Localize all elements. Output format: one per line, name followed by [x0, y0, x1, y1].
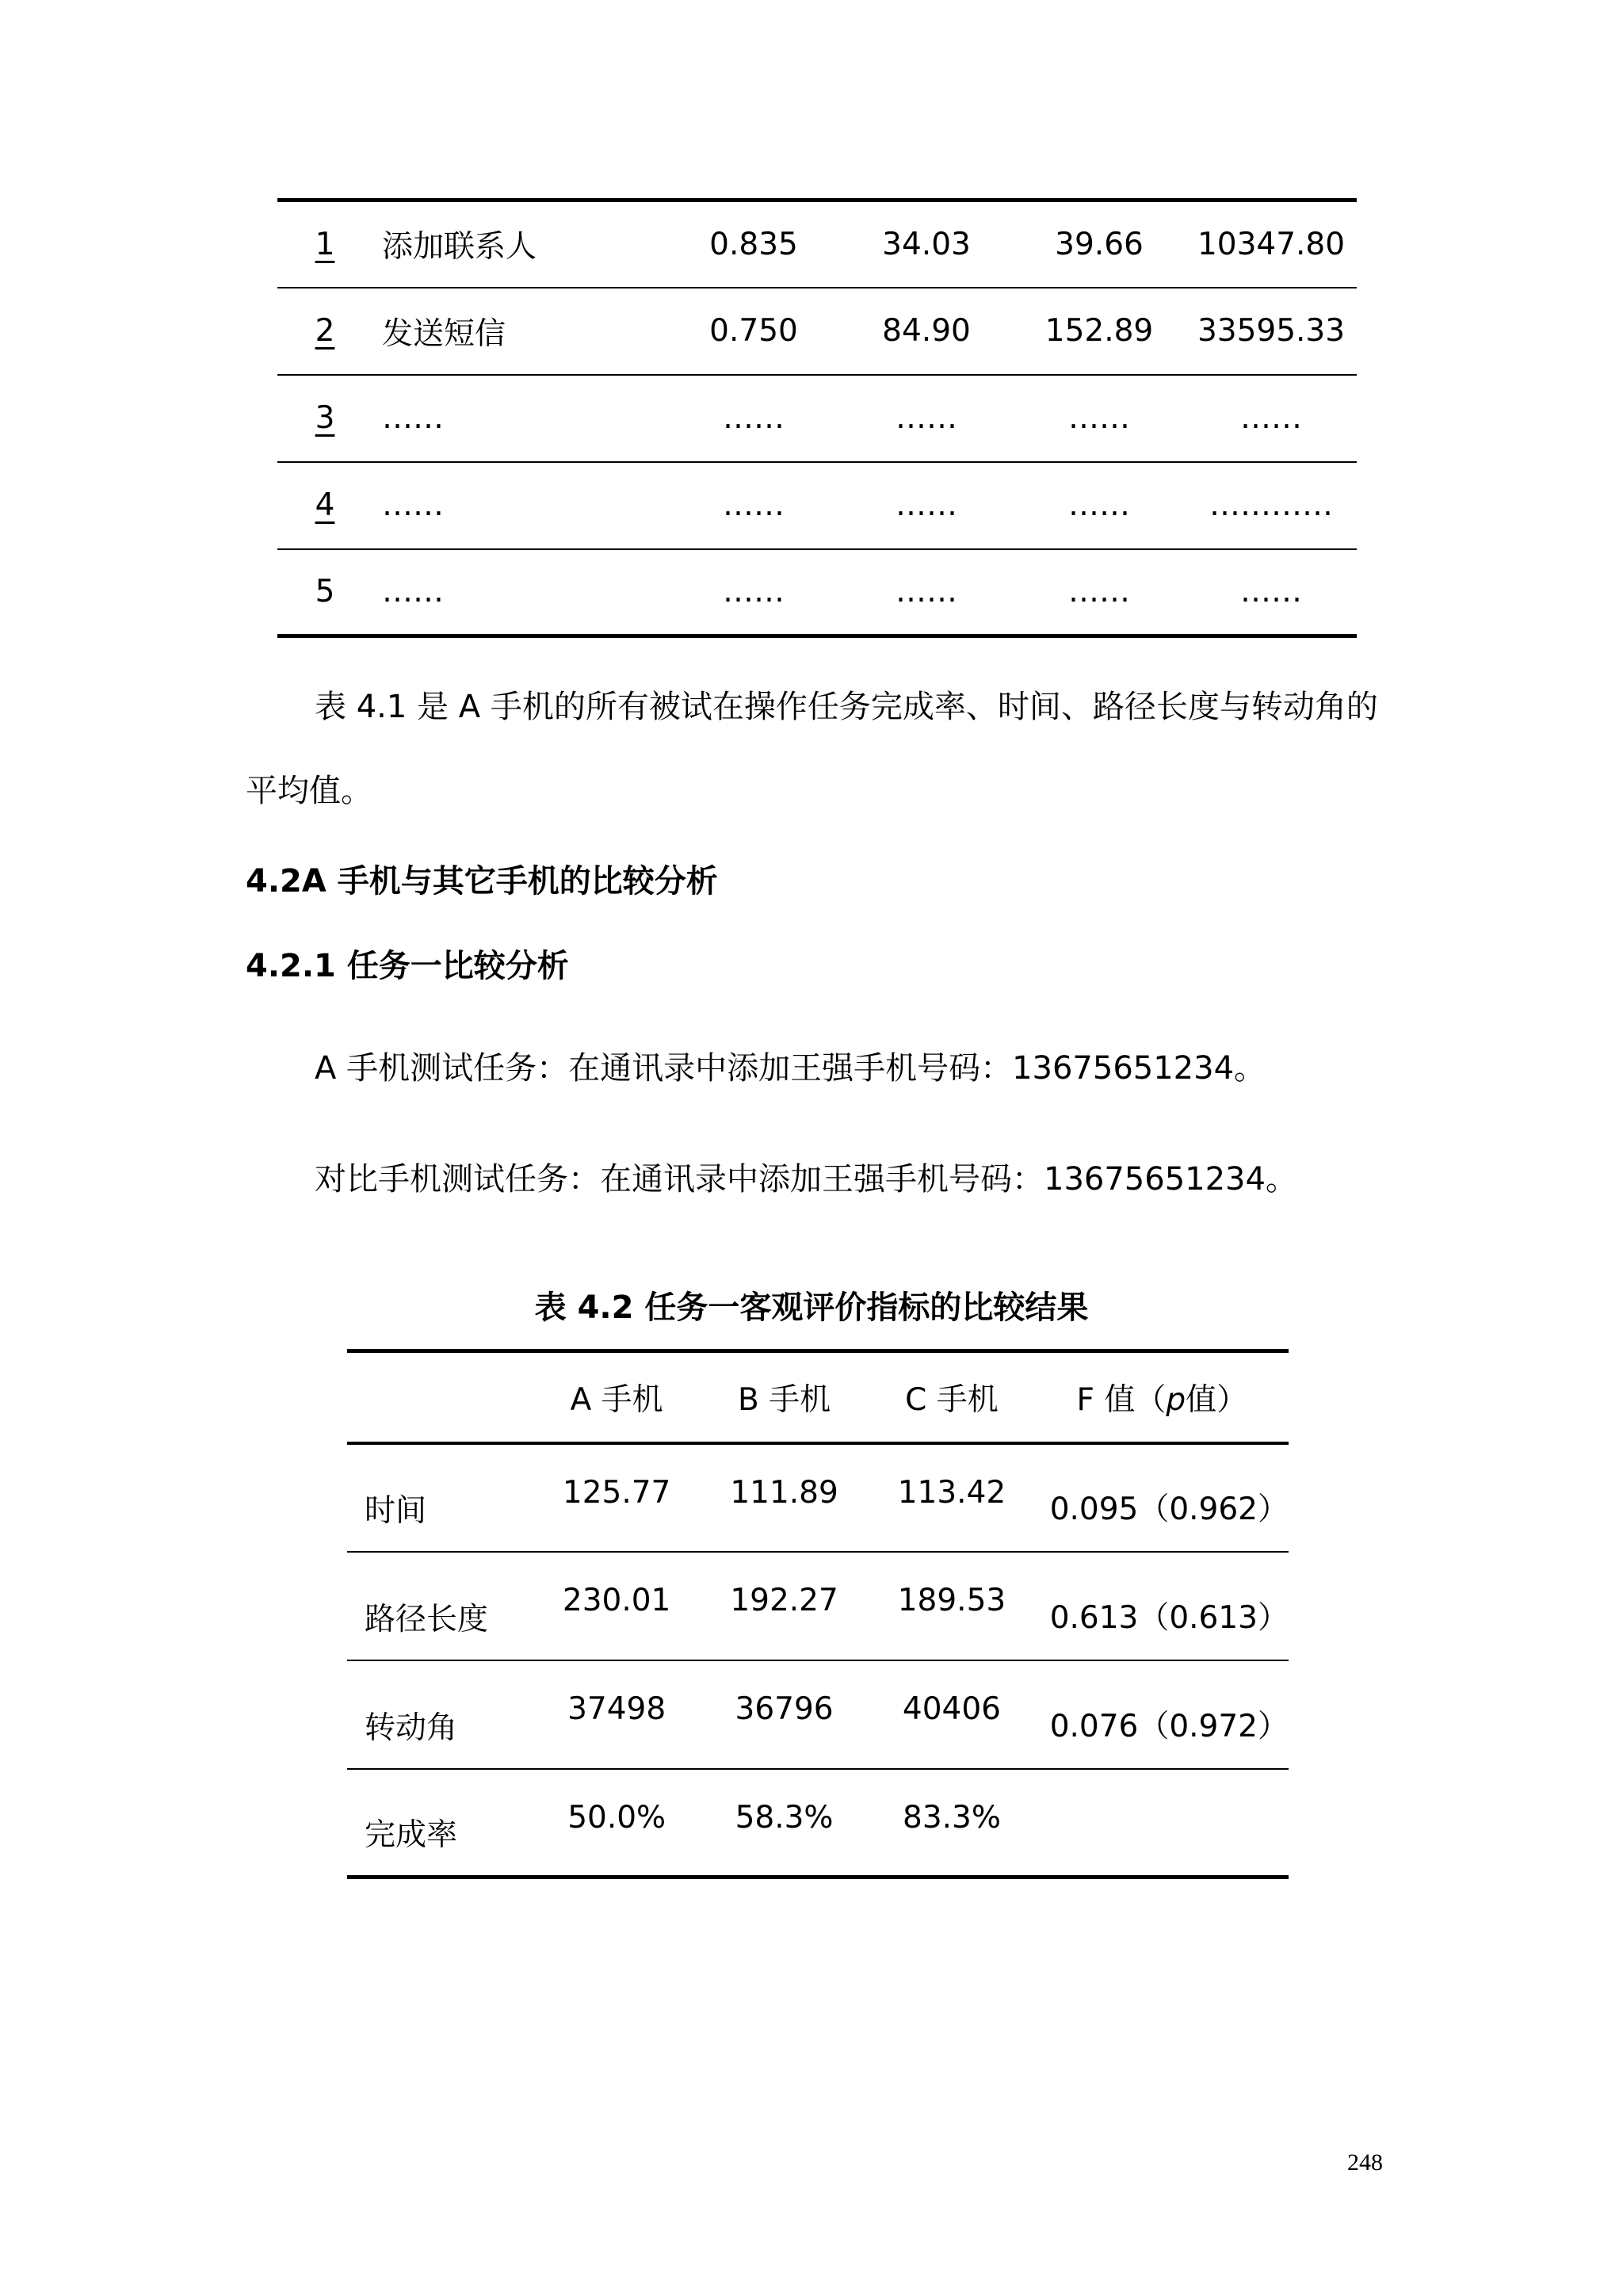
row-label: 时间 — [347, 1443, 533, 1552]
row-label: 转动角 — [347, 1660, 533, 1769]
f-value — [1036, 1769, 1289, 1878]
cell-value: …… — [667, 375, 840, 462]
row-index: 3 — [277, 375, 372, 462]
task-description: 对比手机测试任务：在通讯录中添加王强手机号码：13675651234。 — [315, 1161, 1297, 1198]
table-row — [347, 1769, 1289, 1878]
cell-value: …… — [1186, 549, 1357, 636]
paragraph-line: 平均值。 — [246, 773, 372, 809]
cell-value: 39.66 — [1013, 201, 1186, 288]
cell-value: 113.42 — [868, 1443, 1035, 1552]
header-blank — [347, 1351, 533, 1443]
table-row — [347, 1552, 1289, 1660]
cell-value: …… — [1013, 462, 1186, 549]
table-row — [347, 1660, 1289, 1769]
row-index: 5 — [277, 549, 372, 636]
table-header-row — [347, 1351, 1289, 1443]
cell-value: 40406 — [868, 1660, 1035, 1769]
task-name: 发送短信 — [372, 288, 667, 375]
row-index: 4 — [277, 462, 372, 549]
f-value: 0.076（0.972） — [1036, 1660, 1289, 1769]
task-name: …… — [372, 462, 667, 549]
task-description: A 手机测试任务：在通讯录中添加王强手机号码：13675651234。 — [315, 1050, 1266, 1087]
cell-value: 83.3% — [868, 1769, 1035, 1878]
row-index: 2 — [277, 288, 372, 375]
f-value: 0.095（0.962） — [1036, 1443, 1289, 1552]
subsection-heading: 4.2.1 任务一比较分析 — [246, 948, 569, 984]
cell-value: 192.27 — [701, 1552, 868, 1660]
cell-value: 125.77 — [533, 1443, 700, 1552]
table-row — [277, 201, 1357, 288]
cell-value: 84.90 — [840, 288, 1013, 375]
cell-value: 34.03 — [840, 201, 1013, 288]
paragraph-line: 表 4.1 是 A 手机的所有被试在操作任务完成率、时间、路径长度与转动角的 — [315, 689, 1378, 725]
cell-value: 50.0% — [533, 1769, 700, 1878]
header-a-phone: A 手机 — [533, 1351, 700, 1443]
cell-value: …… — [840, 462, 1013, 549]
f-value: 0.613（0.613） — [1036, 1552, 1289, 1660]
task-name: …… — [372, 375, 667, 462]
cell-value: 152.89 — [1013, 288, 1186, 375]
cell-value: …… — [1013, 549, 1186, 636]
row-index: 1 — [277, 201, 372, 288]
table-row — [277, 462, 1357, 549]
cell-value: ………… — [1186, 462, 1357, 549]
table-row — [277, 375, 1357, 462]
table-4-2 — [347, 1349, 1289, 1879]
cell-value: …… — [667, 549, 840, 636]
section-heading: 4.2A 手机与其它手机的比较分析 — [246, 863, 718, 900]
cell-value: …… — [840, 375, 1013, 462]
cell-value: 10347.80 — [1186, 201, 1357, 288]
cell-value: 0.835 — [667, 201, 840, 288]
row-label: 完成率 — [347, 1769, 533, 1878]
cell-value: 33595.33 — [1186, 288, 1357, 375]
table-caption: 表 4.2 任务一客观评价指标的比较结果 — [534, 1289, 1089, 1326]
cell-value: …… — [1186, 375, 1357, 462]
cell-value: …… — [840, 549, 1013, 636]
cell-value: 230.01 — [533, 1552, 700, 1660]
cell-value: 58.3% — [701, 1769, 868, 1878]
table-row — [277, 288, 1357, 375]
header-c-phone: C 手机 — [868, 1351, 1035, 1443]
cell-value: …… — [667, 462, 840, 549]
cell-value: 37498 — [533, 1660, 700, 1769]
cell-value: 189.53 — [868, 1552, 1035, 1660]
cell-value: 111.89 — [701, 1443, 868, 1552]
table-4-1 — [277, 198, 1357, 638]
cell-value: …… — [1013, 375, 1186, 462]
page-number: 248 — [1347, 2149, 1383, 2176]
cell-value: 0.750 — [667, 288, 840, 375]
table-row — [277, 549, 1357, 636]
task-name: 添加联系人 — [372, 201, 667, 288]
task-name: …… — [372, 549, 667, 636]
table-row — [347, 1443, 1289, 1552]
row-label: 路径长度 — [347, 1552, 533, 1660]
header-b-phone: B 手机 — [701, 1351, 868, 1443]
cell-value: 36796 — [701, 1660, 868, 1769]
header-f-value: F 值（p值） — [1036, 1351, 1289, 1443]
